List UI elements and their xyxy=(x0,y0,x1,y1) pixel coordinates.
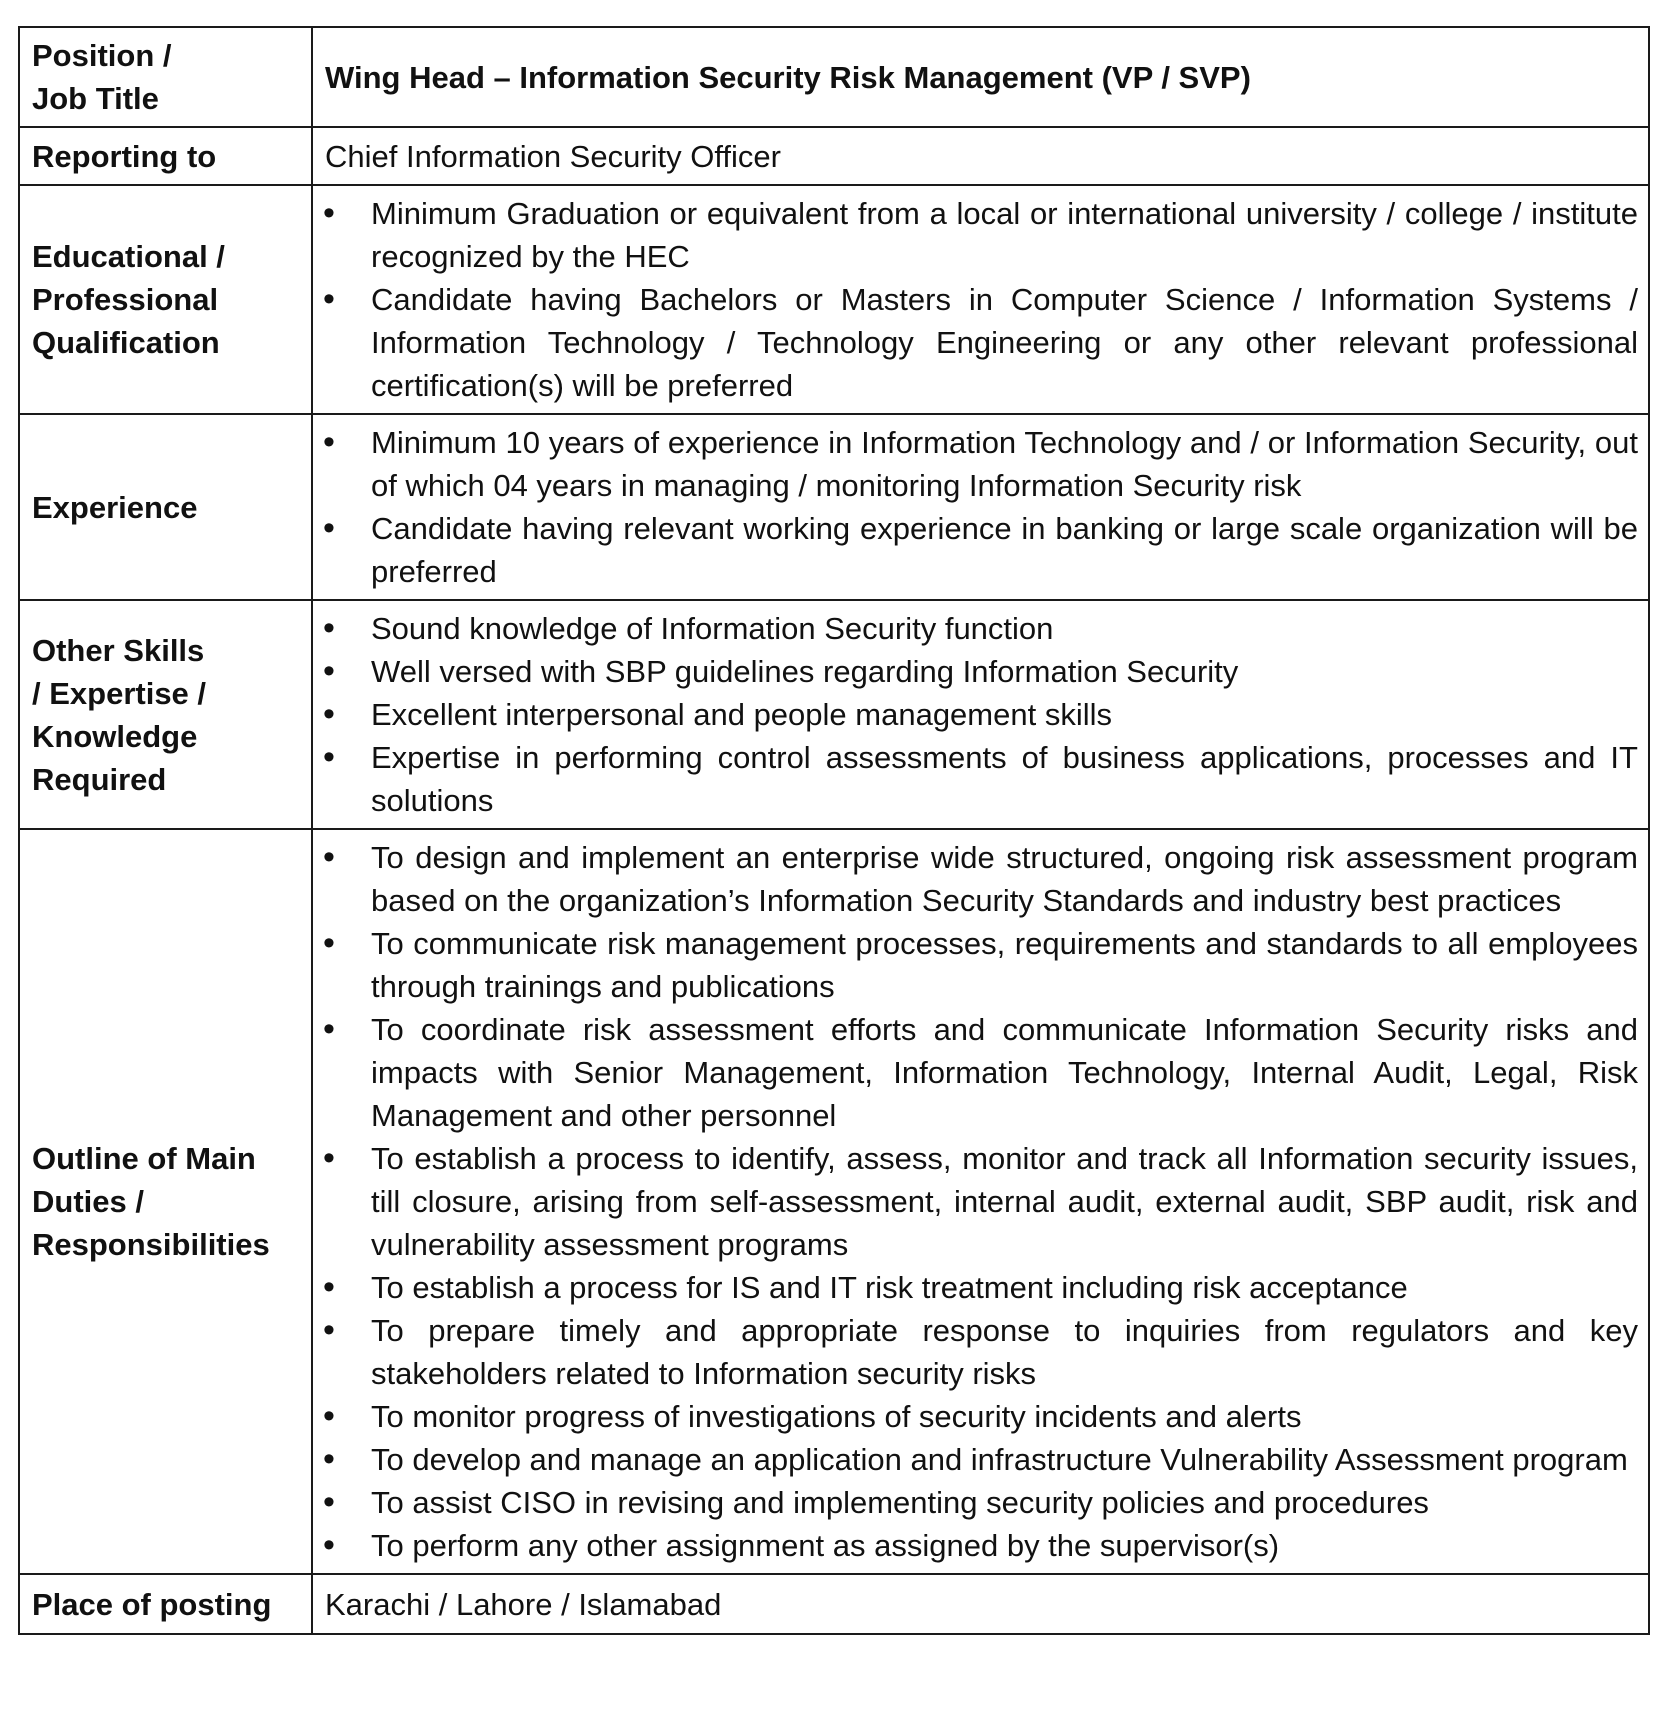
posting-value: Karachi / Lahore / Islamabad xyxy=(312,1574,1649,1634)
list-item: • To communicate risk management processes, requirements and standards to all employees through trainings and publications xyxy=(313,922,1638,1008)
list-item: • Expertise in performing control assessments of business applications, processes and IT solutions xyxy=(313,736,1638,822)
row-label-experience: Experience xyxy=(19,414,312,600)
list-item: • To assist CISO in revising and implementing security policies and procedures xyxy=(313,1481,1638,1524)
row-label-position: Position / Job Title xyxy=(19,27,312,127)
qualification-cell xyxy=(312,185,1649,414)
list-item: • Candidate having relevant working experience in banking or large scale organization will be preferred xyxy=(313,507,1638,593)
row-label-posting: Place of posting xyxy=(19,1574,312,1634)
list-item: • Excellent interpersonal and people management skills xyxy=(313,693,1638,736)
list-item: • To design and implement an enterprise wide structured, ongoing risk assessment program based on the organization’s Information Security Standards and industry best practices xyxy=(313,836,1638,922)
table-row-qualification xyxy=(19,185,1649,414)
row-label-skills: Other Skills / Expertise / Knowledge Required xyxy=(19,600,312,829)
reporting-to-value: Chief Information Security Officer xyxy=(312,127,1649,185)
row-label-reporting: Reporting to xyxy=(19,127,312,185)
table-row-posting xyxy=(19,1574,1649,1634)
table-row-position xyxy=(19,27,1649,127)
duties-list xyxy=(313,834,1648,1569)
row-label-qualification: Educational / Professional Qualification xyxy=(19,185,312,414)
list-item: • To coordinate risk assessment efforts and communicate Information Security risks and impacts with Senior Management, Information Technology, Internal Audit, Legal, Risk Management and other personnel xyxy=(313,1008,1638,1137)
list-item: • Sound knowledge of Information Security function xyxy=(313,607,1638,650)
list-item: • Minimum 10 years of experience in Information Technology and / or Information Security, out of which 04 years in managing / monitoring Information Security risk xyxy=(313,421,1638,507)
list-item: • To establish a process for IS and IT risk treatment including risk acceptance xyxy=(313,1266,1638,1309)
job-title-value: Wing Head – Information Security Risk Management (VP / SVP) xyxy=(312,27,1649,127)
qualification-list xyxy=(313,190,1648,409)
skills-cell xyxy=(312,600,1649,829)
list-item: • To prepare timely and appropriate response to inquiries from regulators and key stakeholders related to Information security risks xyxy=(313,1309,1638,1395)
list-item: • Well versed with SBP guidelines regarding Information Security xyxy=(313,650,1638,693)
table-row-experience xyxy=(19,414,1649,600)
list-item: • Minimum Graduation or equivalent from a local or international university / college / institute recognized by the HEC xyxy=(313,192,1638,278)
experience-cell xyxy=(312,414,1649,600)
list-item: • To monitor progress of investigations of security incidents and alerts xyxy=(313,1395,1638,1438)
table-row-duties xyxy=(19,829,1649,1574)
row-label-duties: Outline of Main Duties / Responsibilities xyxy=(19,829,312,1574)
list-item: • To perform any other assignment as assigned by the supervisor(s) xyxy=(313,1524,1638,1567)
job-description-table xyxy=(18,26,1650,1635)
list-item: • To establish a process to identify, assess, monitor and track all Information security issues, till closure, arising from self-assessment, internal audit, external audit, SBP audit, risk and vulnerability assessment programs xyxy=(313,1137,1638,1266)
duties-cell xyxy=(312,829,1649,1574)
table-row-reporting xyxy=(19,127,1649,185)
skills-list xyxy=(313,605,1648,824)
list-item: • To develop and manage an application and infrastructure Vulnerability Assessment program xyxy=(313,1438,1638,1481)
table-row-skills xyxy=(19,600,1649,829)
experience-list xyxy=(313,419,1648,595)
list-item: • Candidate having Bachelors or Masters in Computer Science / Information Systems / Information Technology / Technology Engineering or any other relevant professional certification(s) will be preferred xyxy=(313,278,1638,407)
